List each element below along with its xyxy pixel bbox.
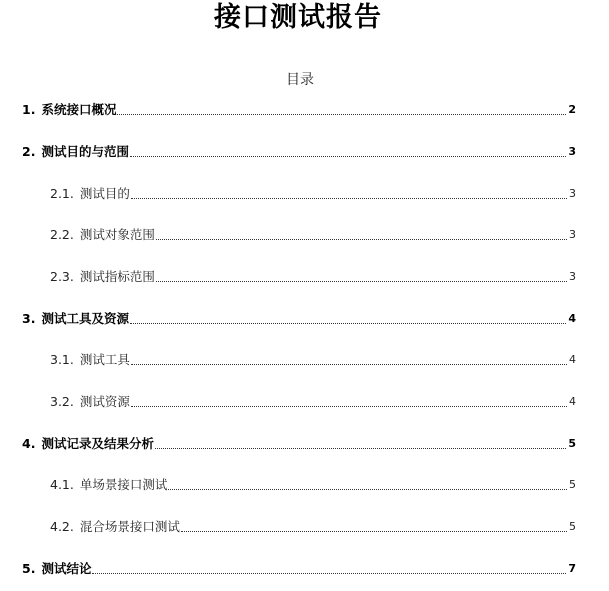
toc-entry-title: 测试资源 [79,394,130,409]
toc-entry-number: 2.2. [50,227,74,242]
toc-entry-3[interactable] [22,307,576,327]
toc-entry-title: 测试工具及资源 [41,311,129,326]
toc-dot-leader [130,155,566,157]
toc-entry-page: 7 [568,562,576,575]
toc-entry-title: 测试工具 [79,352,130,367]
toc-entry-2-3[interactable] [50,265,576,285]
toc-dot-leader [131,363,567,365]
toc-entry-page: 5 [569,478,576,491]
toc-entry-title: 测试指标范围 [79,269,155,284]
toc-entry-page: 3 [568,145,576,158]
toc-entry-1[interactable] [22,98,576,118]
toc-entry-number: 4.1. [50,477,74,492]
toc-entry-page: 5 [568,437,576,450]
toc-entry-number: 2. [22,144,36,159]
toc-entry-page: 4 [569,395,576,408]
toc-entry-4[interactable] [22,432,576,452]
toc-entry-title: 测试目的 [79,186,130,201]
toc-entry-3-2[interactable] [50,390,576,410]
toc-dot-leader [155,447,566,449]
document-title: 接口测试报告 [214,2,382,33]
toc-entry-number: 3.1. [50,352,74,367]
toc-entry-2[interactable] [22,140,576,160]
toc-dot-leader [117,113,566,115]
toc-entry-4-1[interactable] [50,473,576,493]
toc-entry-number: 4.2. [50,519,74,534]
toc-entry-number: 5. [22,561,36,576]
toc-entry-title: 混合场景接口测试 [79,519,180,534]
toc-entry-page: 4 [568,312,576,325]
toc-entry-number: 4. [22,436,36,451]
toc-entry-page: 3 [569,270,576,283]
toc-dot-leader [131,405,567,407]
toc-entry-2-1[interactable] [50,182,576,202]
toc-entry-number: 2.1. [50,186,74,201]
toc-dot-leader [168,488,567,490]
toc-entry-page: 2 [568,103,576,116]
toc-dot-leader [92,572,566,574]
toc-dot-leader [131,197,567,199]
toc-entry-title: 系统接口概况 [41,102,117,117]
toc-entry-title: 测试目的与范围 [41,144,129,159]
toc-dot-leader [156,238,567,240]
toc-entry-5[interactable] [22,557,576,577]
toc-entry-number: 1. [22,102,36,117]
toc-entry-page: 4 [569,353,576,366]
toc-heading: 目录 [286,72,314,88]
toc-entry-page: 3 [569,187,576,200]
toc-entry-title: 测试对象范围 [79,227,155,242]
toc-entry-2-2[interactable] [50,223,576,243]
toc-dot-leader [181,530,567,532]
toc-entry-page: 5 [569,520,576,533]
toc-entry-title: 单场景接口测试 [79,477,168,492]
toc-entry-title: 测试记录及结果分析 [41,436,154,451]
toc-entry-4-2[interactable] [50,515,576,535]
toc-entry-number: 3. [22,311,36,326]
toc-entry-title: 测试结论 [41,561,92,576]
toc-entry-number: 3.2. [50,394,74,409]
toc-dot-leader [156,280,567,282]
toc-entry-page: 3 [569,228,576,241]
toc-entry-number: 2.3. [50,269,74,284]
toc-entry-3-1[interactable] [50,348,576,368]
toc-dot-leader [130,322,566,324]
